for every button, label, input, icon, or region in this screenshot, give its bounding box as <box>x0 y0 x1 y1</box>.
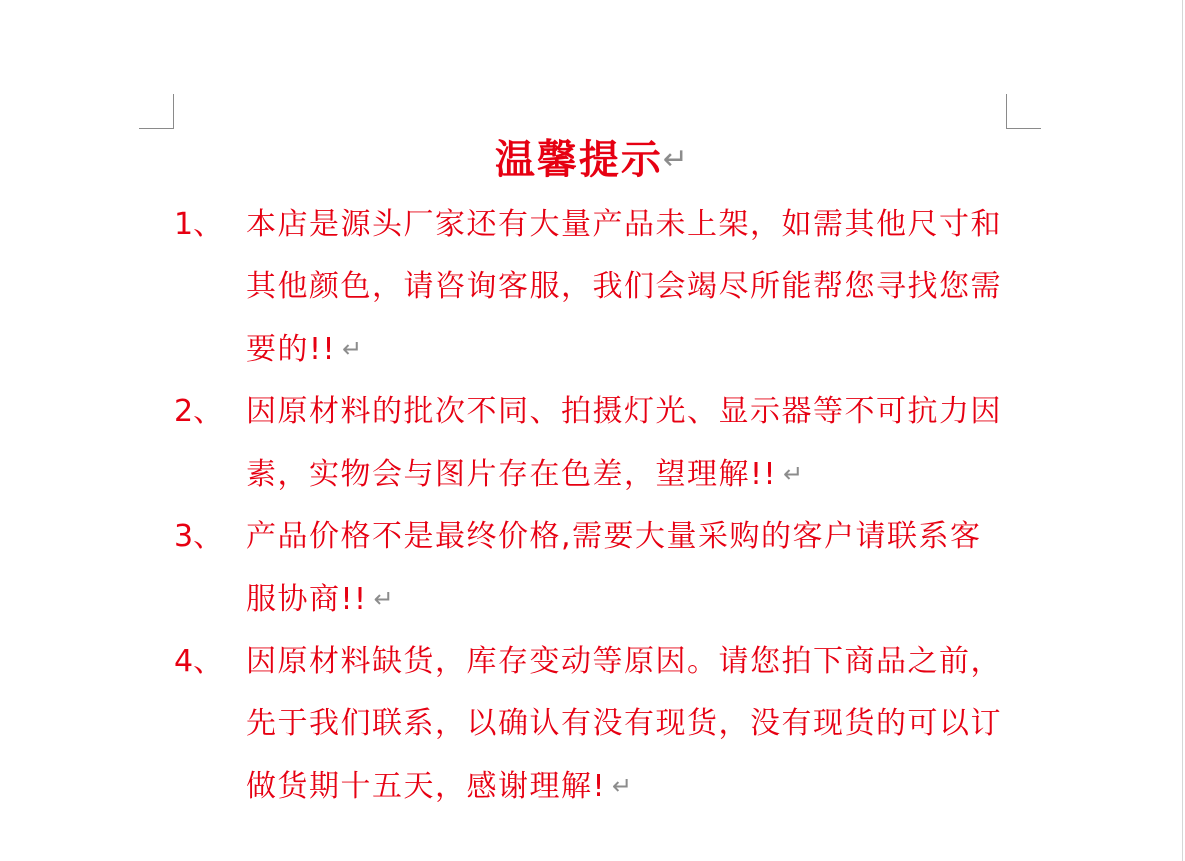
list-item-number: 3、 <box>174 519 224 554</box>
list-item-number: 2、 <box>174 394 224 429</box>
paragraph-mark-icon: ↵ <box>373 585 396 613</box>
paragraph-mark-icon: ↵ <box>342 335 364 363</box>
list-item[interactable] <box>174 194 1014 381</box>
list-item[interactable] <box>174 631 1014 818</box>
document-title-line[interactable] <box>0 130 1185 190</box>
list-item-text-block <box>246 194 1010 381</box>
document-title: 温馨提示 <box>494 137 663 183</box>
list-item[interactable] <box>174 381 1014 506</box>
list-item-number: 1、 <box>174 207 224 242</box>
list-item-text-block <box>246 631 1010 818</box>
list-item-text: 因原材料缺货，库存变动等原因。请您拍下商品之前，先于我们联系，以确认有没有现货，没有现货的可以订做货期十五天，感谢理解! <box>246 644 1002 804</box>
margin-corner-top-left <box>139 94 174 129</box>
list-item-text: 因原材料的批次不同、拍摄灯光、显示器等不可抗力因素，实物会与图片存在色差，望理解!! <box>246 394 1002 492</box>
list-item-text-block <box>246 506 1010 631</box>
list-item[interactable] <box>174 506 1014 631</box>
paragraph-mark-icon: ↵ <box>783 460 805 488</box>
list-item-text-block <box>246 381 1010 506</box>
list-item-text: 本店是源头厂家还有大量产品未上架，如需其他尺寸和其他颜色，请咨询客服，我们会竭尽所能帮您寻找您需要的!! <box>246 207 1002 367</box>
margin-corner-top-right <box>1006 94 1041 129</box>
list-item-text: 产品价格不是最终价格,需要大量采购的客户请联系客服协商!! <box>246 519 982 617</box>
paragraph-mark-icon: ↵ <box>662 142 691 177</box>
numbered-list <box>174 194 1014 818</box>
paragraph-mark-icon: ↵ <box>612 772 634 800</box>
list-item-number: 4、 <box>174 644 224 679</box>
